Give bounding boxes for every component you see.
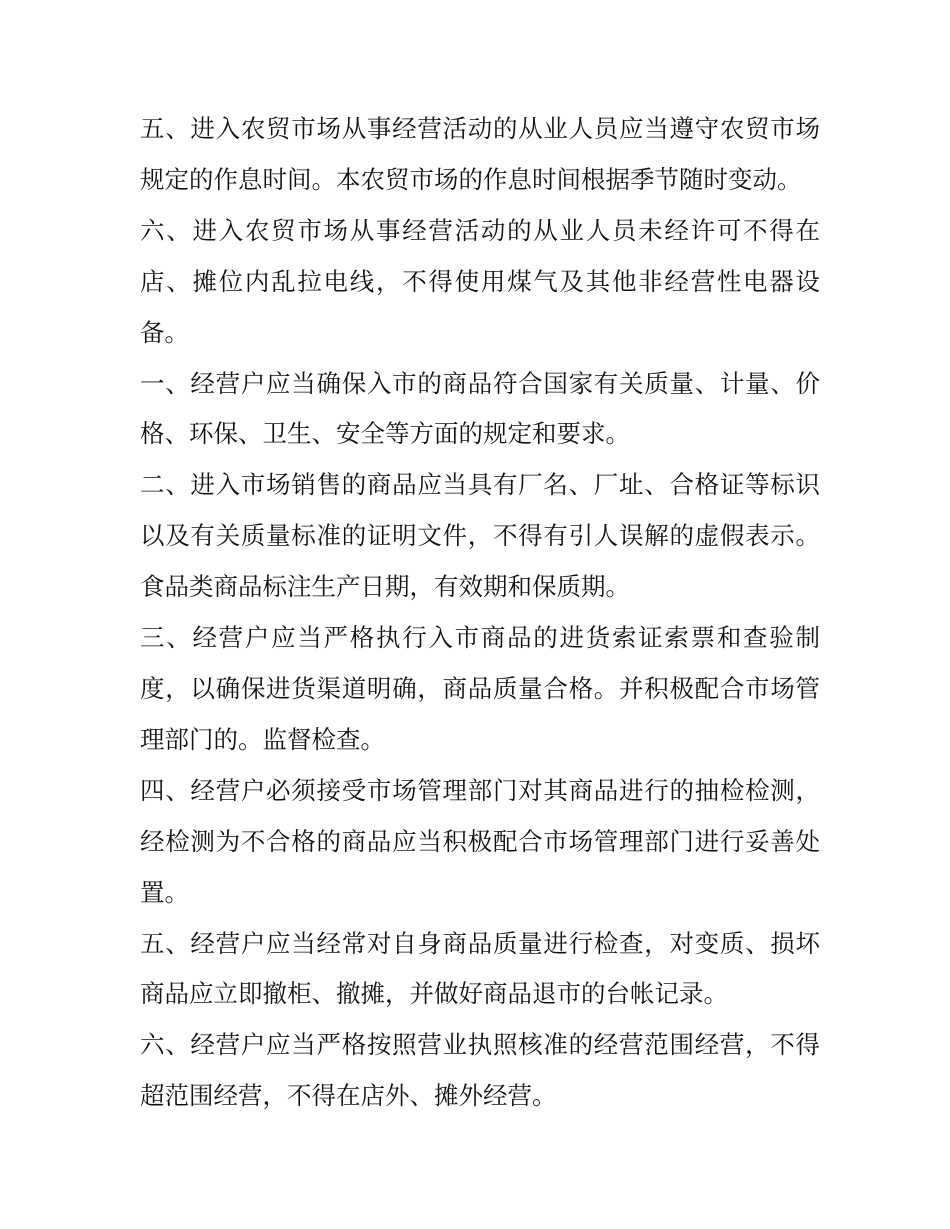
paragraph-business-scope: 六、经营户应当严格按照营业执照核准的经营范围经营，不得超范围经营，不得在店外、摊外经营。 [140, 1030, 820, 1111]
paragraph-market-hours: 五、进入农贸市场从事经营活动的从业人员应当遵守农贸市场规定的作息时间。本农贸市场的作息时间根据季节随时变动。 [140, 114, 820, 194]
paragraph-product-labeling: 二、进入市场销售的商品应当具有厂名、厂址、合格证等标识以及有关质量标准的证明文件，不得有引人误解的虚假表示。食品类商品标注生产日期，有效期和保质期。 [140, 470, 820, 602]
paragraph-electrical-wiring: 六、进入农贸市场从事经营活动的从业人员未经许可不得在店、摊位内乱拉电线，不得使用煤气及其他非经营性电器设备。 [140, 215, 820, 347]
paragraph-product-standards: 一、经营户应当确保入市的商品符合国家有关质量、计量、价格、环保、卫生、安全等方面的规定和要求。 [140, 368, 820, 449]
document-body [140, 104, 820, 1122]
paragraph-purchase-inspection: 三、经营户应当严格执行入市商品的进货索证索票和查验制度，以确保进货渠道明确，商品质量合格。并积极配合市场管理部门的。监督检查。 [140, 623, 820, 754]
paragraph-spot-checks: 四、经营户必须接受市场管理部门对其商品进行的抽检检测，经检测为不合格的商品应当积极配合市场管理部门进行妥善处置。 [140, 775, 820, 907]
paragraph-quality-checks: 五、经营户应当经常对自身商品质量进行检查，对变质、损坏商品应立即撤柜、撤摊，并做好商品退市的台帐记录。 [140, 928, 820, 1009]
